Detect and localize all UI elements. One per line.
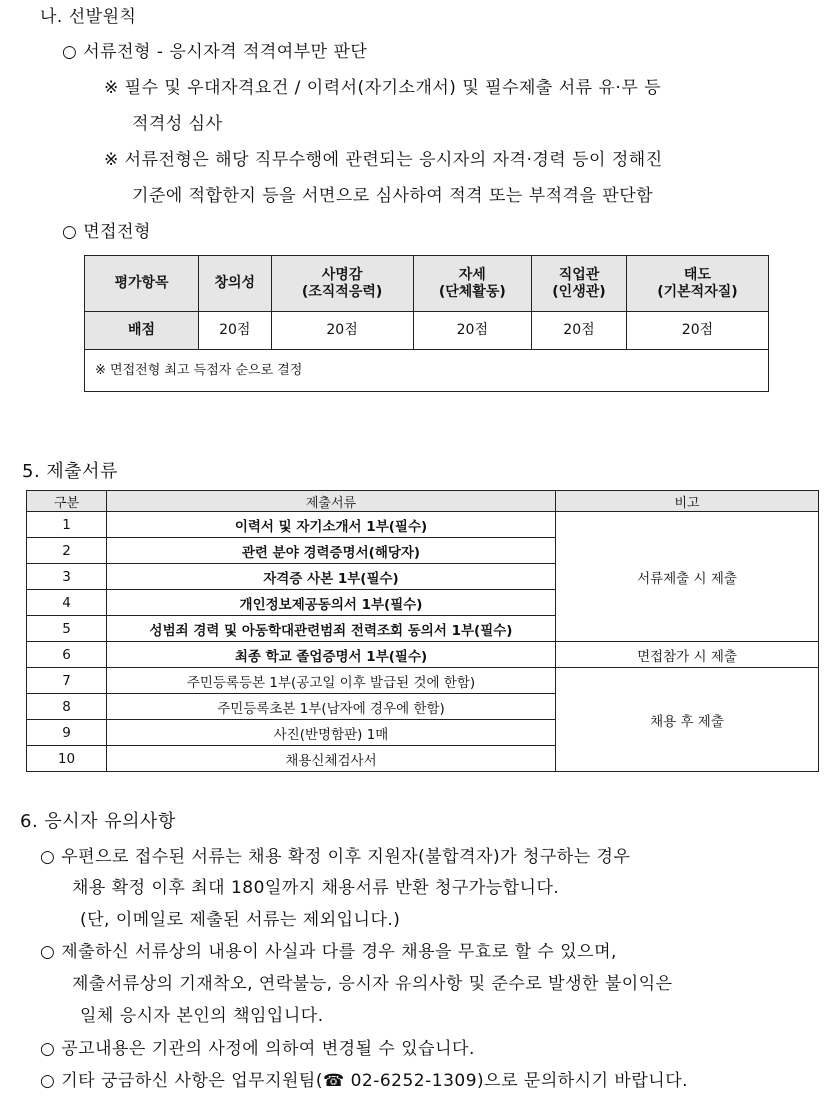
table-row bbox=[27, 512, 819, 538]
docs-row-doc: 성범죄 경력 및 아동학대관련범죄 전력조회 동의서 1부(필수) bbox=[107, 616, 556, 642]
eval-header-3: 자세 (단체활동) bbox=[413, 256, 531, 312]
eval-score-5: 20점 bbox=[626, 312, 768, 350]
notices-heading: 6. 응시자 유의사항 bbox=[20, 811, 176, 832]
notice2-line2: 제출서류상의 기재착오, 연락불능, 응시자 유의사항 및 준수로 발생한 불이익은 bbox=[72, 974, 673, 994]
notice1-line3: (단, 이메일로 제출된 서류는 제외입니다.) bbox=[80, 910, 401, 930]
docs-row-no: 5 bbox=[27, 616, 107, 642]
docs-remark-3: 채용 후 제출 bbox=[556, 668, 819, 772]
docs-row-doc: 주민등록초본 1부(남자에 경우에 한함) bbox=[107, 694, 556, 720]
table-row bbox=[85, 256, 769, 312]
doc-screening-title: ○ 서류전형 - 응시자격 적격여부만 판단 bbox=[62, 42, 368, 62]
docs-col-remark: 비고 bbox=[556, 491, 819, 512]
notice4-suffix: )으로 문의하시기 바랍니다. bbox=[477, 1071, 689, 1091]
docs-row-no: 4 bbox=[27, 590, 107, 616]
eval-header-5: 태도 (기본적자질) bbox=[626, 256, 768, 312]
docs-row-doc: 주민등록등본 1부(공고일 이후 발급된 것에 한함) bbox=[107, 668, 556, 694]
documents-heading: 5. 제출서류 bbox=[22, 461, 118, 482]
eval-score-4: 20점 bbox=[532, 312, 627, 350]
docs-row-doc: 이력서 및 자기소개서 1부(필수) bbox=[107, 512, 556, 538]
docs-row-doc: 최종 학교 졸업증명서 1부(필수) bbox=[107, 642, 556, 668]
docs-row-doc: 관련 분야 경력증명서(해당자) bbox=[107, 538, 556, 564]
table-row bbox=[27, 642, 819, 668]
docs-row-doc: 채용신체검사서 bbox=[107, 746, 556, 772]
eval-score-1: 20점 bbox=[199, 312, 272, 350]
eval-header-4: 직업관 (인생관) bbox=[532, 256, 627, 312]
docs-remark-2: 면접참가 시 제출 bbox=[556, 642, 819, 668]
docs-row-doc: 자격증 사본 1부(필수) bbox=[107, 564, 556, 590]
eval-header-1: 창의성 bbox=[199, 256, 272, 312]
notice2-line3: 일체 응시자 본인의 책임입니다. bbox=[80, 1006, 324, 1026]
interview-title: ○ 면접전형 bbox=[62, 222, 151, 242]
docs-col-no: 구분 bbox=[27, 491, 107, 512]
table-row bbox=[27, 491, 819, 512]
notice4-phone: 02-6252-1309 bbox=[344, 1071, 478, 1091]
docs-row-no: 10 bbox=[27, 746, 107, 772]
notice1-line2: 채용 확정 이후 최대 180일까지 채용서류 반환 청구가능합니다. bbox=[72, 878, 560, 898]
notice1-line1: ○ 우편으로 접수된 서류는 채용 확정 이후 지원자(불합격자)가 청구하는 경우 bbox=[40, 847, 631, 867]
doc-screening-note1-line2: 적격성 심사 bbox=[132, 114, 223, 134]
docs-row-no: 1 bbox=[27, 512, 107, 538]
docs-row-no: 8 bbox=[27, 694, 107, 720]
docs-row-doc: 개인정보제공동의서 1부(필수) bbox=[107, 590, 556, 616]
selection-heading: 나. 선발원칙 bbox=[40, 7, 137, 27]
eval-header-0: 평가항목 bbox=[85, 256, 199, 312]
eval-header-2: 사명감 (조직적응력) bbox=[271, 256, 413, 312]
table-row bbox=[85, 350, 769, 392]
phone-icon: ☎ bbox=[323, 1071, 345, 1091]
docs-col-doc: 제출서류 bbox=[107, 491, 556, 512]
docs-row-no: 6 bbox=[27, 642, 107, 668]
table-row bbox=[27, 668, 819, 694]
docs-row-doc: 사진(반명함판) 1매 bbox=[107, 720, 556, 746]
docs-row-no: 9 bbox=[27, 720, 107, 746]
doc-screening-note2-line1: ※ 서류전형은 해당 직무수행에 관련되는 응시자의 자격·경력 등이 정해진 bbox=[104, 150, 663, 170]
docs-row-no: 2 bbox=[27, 538, 107, 564]
docs-row-no: 3 bbox=[27, 564, 107, 590]
eval-row-label: 배점 bbox=[85, 312, 199, 350]
notice4-prefix: ○ 기타 궁금하신 사항은 업무지원팀( bbox=[40, 1071, 323, 1091]
documents-table bbox=[26, 490, 819, 772]
notice4 bbox=[40, 1066, 688, 1091]
table-row bbox=[85, 312, 769, 350]
docs-row-no: 7 bbox=[27, 668, 107, 694]
doc-screening-note2-line2: 기준에 적합한지 등을 서면으로 심사하여 적격 또는 부적격을 판단함 bbox=[132, 186, 654, 206]
notice3: ○ 공고내용은 기관의 사정에 의하여 변경될 수 있습니다. bbox=[40, 1039, 475, 1059]
eval-note: ※ 면접전형 최고 득점자 순으로 결정 bbox=[85, 350, 769, 392]
eval-score-2: 20점 bbox=[271, 312, 413, 350]
doc-screening-note1-line1: ※ 필수 및 우대자격요건 / 이력서(자기소개서) 및 필수제출 서류 유·무 등 bbox=[104, 78, 662, 98]
interview-evaluation-table bbox=[84, 255, 769, 392]
notice2-line1: ○ 제출하신 서류상의 내용이 사실과 다를 경우 채용을 무효로 할 수 있으며, bbox=[40, 942, 617, 962]
eval-score-3: 20점 bbox=[413, 312, 531, 350]
docs-remark-1: 서류제출 시 제출 bbox=[556, 512, 819, 642]
